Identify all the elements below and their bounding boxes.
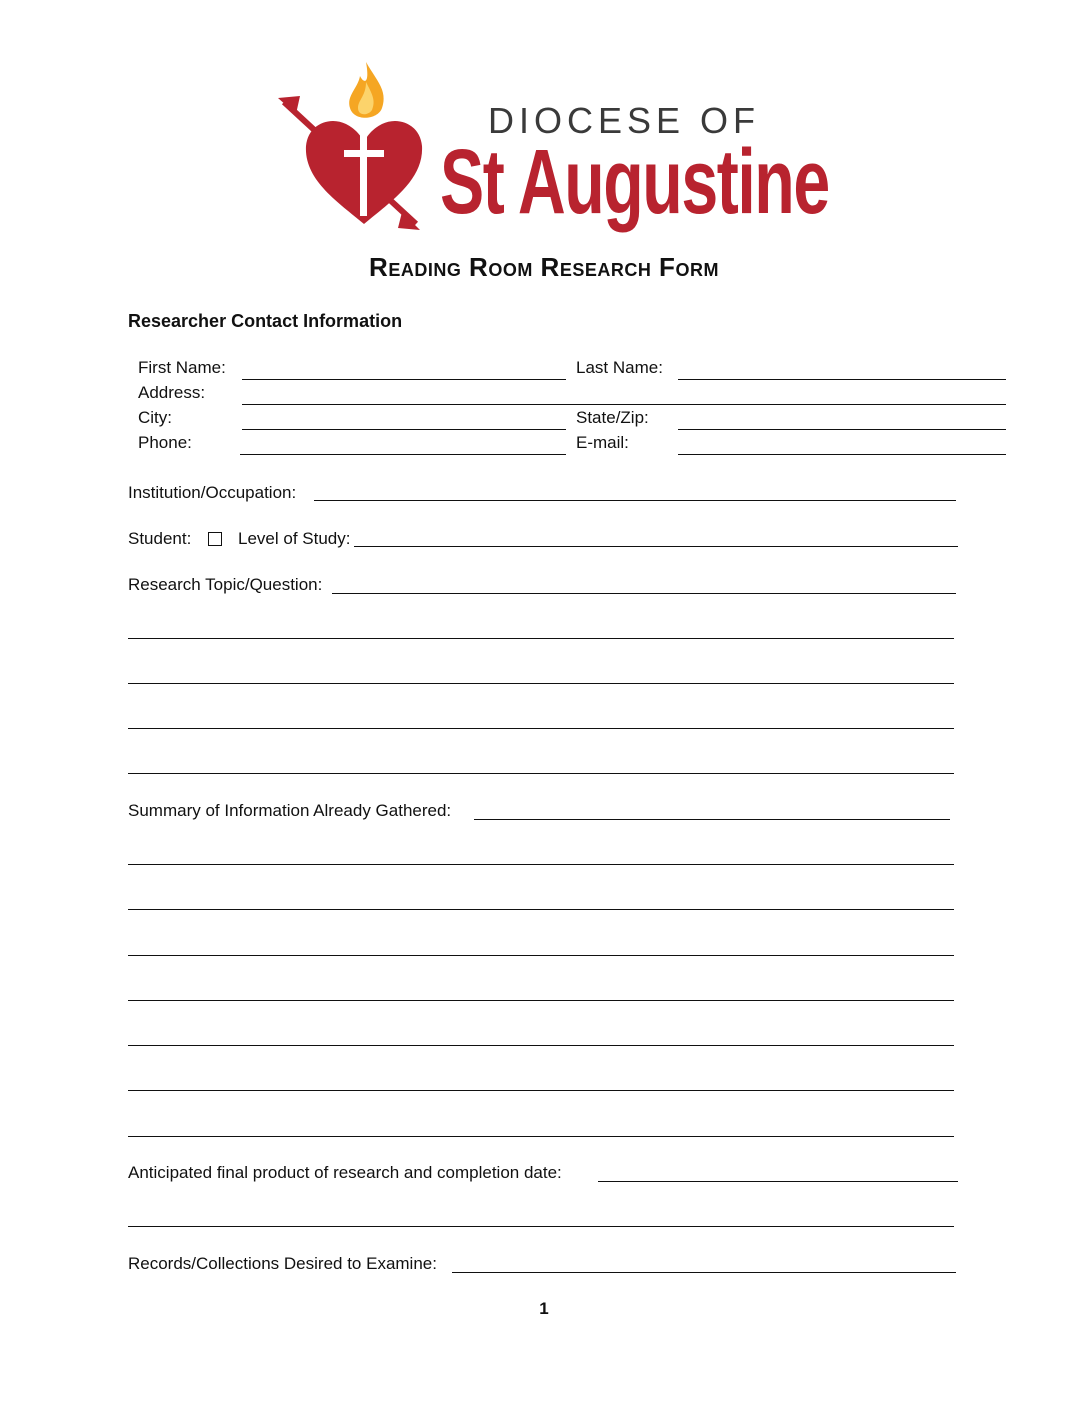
- summary-line[interactable]: [128, 1000, 954, 1001]
- summary-line[interactable]: [128, 1045, 954, 1046]
- institution-label: Institution/Occupation:: [128, 483, 297, 502]
- research-topic-field[interactable]: [332, 593, 956, 594]
- final-product-label: Anticipated final product of research and completion date:: [128, 1163, 562, 1182]
- summary-line[interactable]: [128, 909, 954, 910]
- phone-field[interactable]: [240, 454, 566, 455]
- diocese-logo: [278, 62, 829, 247]
- research-topic-line[interactable]: [128, 773, 954, 774]
- logo-text-st-augustine: St Augustine: [440, 131, 829, 233]
- level-of-study-field[interactable]: [354, 546, 958, 547]
- state-zip-field[interactable]: [678, 429, 1006, 430]
- summary-field[interactable]: [474, 819, 950, 820]
- research-topic-label: Research Topic/Question:: [128, 575, 323, 594]
- research-topic-line[interactable]: [128, 683, 954, 684]
- last-name-field[interactable]: [678, 379, 1006, 380]
- research-topic-line[interactable]: [128, 638, 954, 639]
- institution-field[interactable]: [314, 500, 956, 501]
- email-label: E-mail:: [576, 433, 629, 452]
- research-topic-line[interactable]: [128, 728, 954, 729]
- summary-line[interactable]: [128, 1090, 954, 1091]
- last-name-label: Last Name:: [576, 358, 663, 377]
- form-title: Reading Room Research Form: [369, 252, 719, 282]
- address-label: Address:: [138, 383, 206, 402]
- student-label: Student:: [128, 529, 192, 548]
- city-field[interactable]: [242, 429, 566, 430]
- student-checkbox[interactable]: [208, 532, 222, 546]
- summary-label: Summary of Information Already Gathered:: [128, 801, 452, 820]
- state-zip-label: State/Zip:: [576, 408, 649, 427]
- city-label: City:: [138, 408, 172, 427]
- logo-text-diocese: DIOCESE OF: [488, 100, 761, 141]
- final-product-line[interactable]: [128, 1226, 954, 1227]
- summary-line[interactable]: [128, 1136, 954, 1137]
- summary-line[interactable]: [128, 955, 954, 956]
- email-field[interactable]: [678, 454, 1006, 455]
- final-product-field[interactable]: [598, 1181, 958, 1182]
- sacred-heart-icon: [278, 62, 438, 247]
- level-of-study-label: Level of Study:: [238, 529, 351, 548]
- section-heading: Researcher Contact Information: [128, 311, 403, 331]
- summary-line[interactable]: [128, 864, 954, 865]
- records-field[interactable]: [452, 1272, 956, 1273]
- page-number: 1: [539, 1299, 549, 1318]
- first-name-label: First Name:: [138, 358, 226, 377]
- address-field[interactable]: [242, 404, 1006, 405]
- phone-label: Phone:: [138, 433, 192, 452]
- first-name-field[interactable]: [242, 379, 566, 380]
- records-label: Records/Collections Desired to Examine:: [128, 1254, 437, 1273]
